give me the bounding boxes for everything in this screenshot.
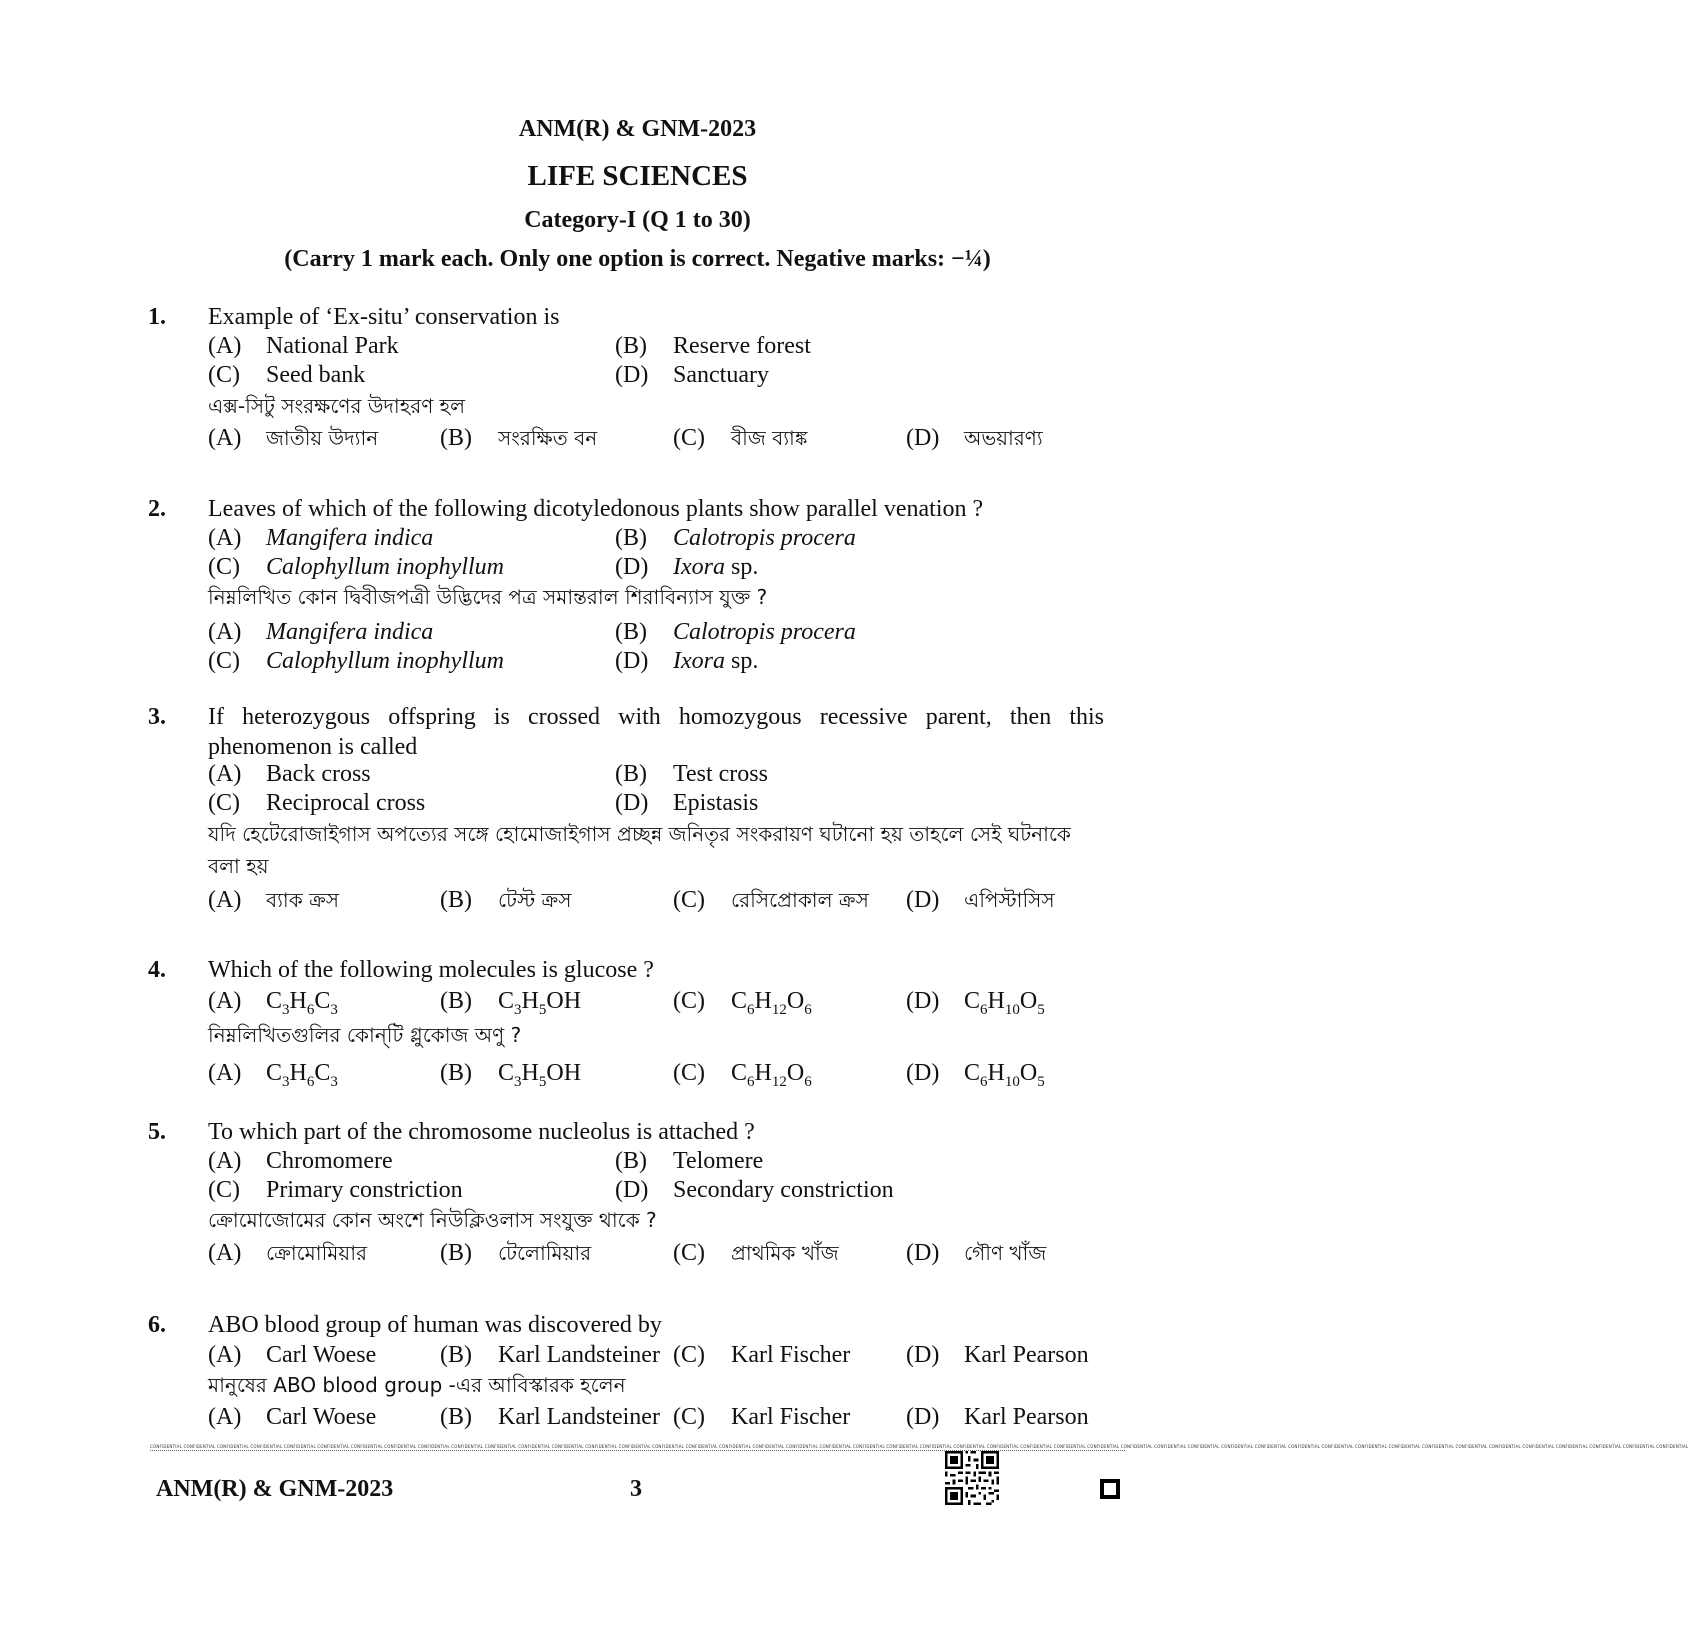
option-label-b: (B) (615, 333, 647, 359)
option-label-d: (D) (906, 1240, 940, 1266)
option-label-c: (C) (208, 1177, 240, 1203)
option-label-d: (D) (615, 554, 649, 580)
option-label-b: (B) (615, 761, 647, 787)
option-label-a: (A) (208, 333, 242, 359)
option-label-d: (D) (906, 425, 940, 451)
option-d-formula-bn: $C_6H_{10}O_5$ (964, 1060, 1045, 1090)
option-b-bn: Karl Landsteiner (498, 1404, 660, 1430)
option-a-bn: Mangifera indica (266, 619, 434, 645)
option-label-d: (D) (615, 362, 649, 388)
option-b: Telomere (673, 1148, 764, 1174)
option-label-a: (A) (208, 1342, 242, 1368)
confidential-strip: CONFIDENTIAL CONFIDENTIAL CONFIDENTIAL CONFIDENTIAL CONFIDENTIAL CONFIDENTIAL CONFIDENTIAL CONFIDENTIAL CONFIDENTIAL CONFIDENTIAL CONFIDENTIAL CONFIDENTIAL CONFIDENTIAL CONFIDENTIAL CONFIDENTIAL CONFIDENTIAL CONFIDENTIAL CONFIDENTIAL CONFIDENTIAL CONFIDENTIAL CONFIDENTIAL CONFIDENTIAL CONFIDENTIAL CONFIDENTIAL CONFIDENTIAL CONFIDENTIAL CONFIDENTIAL CONFIDENTIAL CONFIDENTIAL CONFIDENTIAL CONFIDENTIAL CONFIDENTIAL CONFIDENTIAL CONFIDENTIAL CONFIDENTIAL CONFIDENTIAL CONFIDENTIAL CONFIDENTIAL CONFIDENTIAL CONFIDENTIAL CONFIDENTIAL CONFIDENTIAL CONFIDENTIAL CONFIDENTIAL CONFIDENTIAL CONFIDENTIAL (150, 1444, 1688, 1449)
option-label-c: (C) (673, 988, 705, 1014)
option-label-a: (A) (208, 1148, 242, 1174)
option-d-species: sp. (730, 648, 759, 674)
option-label-a: (A) (208, 988, 242, 1014)
option-label-c: (C) (673, 425, 705, 451)
option-a-formula: $C_3H_6C_3$ (266, 988, 338, 1018)
category-title: Category-I (Q 1 to 30) (524, 207, 751, 233)
option-d: Karl Pearson (964, 1342, 1089, 1368)
question-text-bn: মানুষের ABO blood group -এর আবিস্কারক হলেন (208, 1373, 626, 1397)
question-number: 2. (148, 496, 166, 522)
question-text-en: Leaves of which of the following dicotyledonous plants show parallel venation ? (208, 496, 984, 522)
option-label-b: (B) (615, 525, 647, 551)
option-b-formula: $C_3H_5OH$ (498, 988, 582, 1018)
option-a-formula-bn: $C_3H_6C_3$ (266, 1060, 338, 1090)
option-c: Reciprocal cross (266, 790, 426, 816)
option-a: Chromomere (266, 1148, 393, 1174)
option-label-d: (D) (615, 1177, 649, 1203)
option-a: Back cross (266, 761, 371, 787)
option-label-b: (B) (440, 1342, 472, 1368)
option-d-bn: এপিস্টাসিস (964, 888, 1055, 912)
option-label-b: (B) (440, 1060, 472, 1086)
question-text-bn: নিম্নলিখিত কোন দ্বিবীজপত্রী উদ্ভিদের পত্র সমান্তরাল শিরাবিন্যাস যুক্ত ? (208, 585, 768, 609)
option-label-d: (D) (615, 648, 649, 674)
option-b: Test cross (673, 761, 768, 787)
option-a-bn: ব্যাক ক্রস (266, 888, 340, 912)
option-d-genus: Ixora (673, 648, 725, 674)
option-label-c: (C) (208, 648, 240, 674)
option-c-bn: রেসিপ্রোকাল ক্রস (731, 888, 869, 912)
option-label-a: (A) (208, 619, 242, 645)
qr-code-icon (945, 1451, 999, 1505)
option-b: Karl Landsteiner (498, 1342, 660, 1368)
option-d-bn (673, 646, 758, 676)
option-a-bn: জাতীয় উদ্যান (266, 426, 379, 450)
option-label-d: (D) (906, 1404, 940, 1430)
option-label-b: (B) (615, 1148, 647, 1174)
option-label-b: (B) (440, 1404, 472, 1430)
option-label-c: (C) (673, 887, 705, 913)
option-d-genus: Ixora (673, 554, 725, 580)
option-c: Primary constriction (266, 1177, 463, 1203)
option-d: Secondary constriction (673, 1177, 894, 1203)
footer-exam-title: ANM(R) & GNM-2023 (156, 1476, 394, 1502)
option-c-formula: $C_6H_{12}O_6$ (731, 988, 812, 1018)
option-c-bn: Karl Fischer (731, 1404, 851, 1430)
option-label-b: (B) (615, 619, 647, 645)
option-a-bn: ক্রোমোমিয়ার (266, 1241, 367, 1265)
option-d-formula: $C_6H_{10}O_5$ (964, 988, 1045, 1018)
option-label-c: (C) (673, 1404, 705, 1430)
option-d: Sanctuary (673, 362, 769, 388)
option-d-bn: Karl Pearson (964, 1404, 1089, 1430)
option-b-formula-bn: $C_3H_5OH$ (498, 1060, 582, 1090)
option-label-a: (A) (208, 1404, 242, 1430)
option-d-bn: গৌণ খাঁজ (964, 1241, 1047, 1265)
exam-title: ANM(R) & GNM-2023 (518, 116, 757, 142)
option-c: Seed bank (266, 362, 366, 388)
option-c-bn: প্রাথমিক খাঁজ (731, 1241, 839, 1265)
question-number: 4. (148, 957, 166, 983)
option-b-bn: Calotropis procera (673, 619, 856, 645)
option-label-b: (B) (440, 425, 472, 451)
question-text-bn: এক্স-সিটু সংরক্ষণের উদাহরণ হল (208, 394, 466, 418)
option-label-c: (C) (208, 790, 240, 816)
option-label-d: (D) (906, 1342, 940, 1368)
option-c-formula-bn: $C_6H_{12}O_6$ (731, 1060, 812, 1090)
option-label-a: (A) (208, 525, 242, 551)
option-b-bn: টেস্ট ক্রস (498, 888, 572, 912)
option-d-species: sp. (730, 554, 759, 580)
option-a: Mangifera indica (266, 525, 434, 551)
option-a-bn: Carl Woese (266, 1404, 377, 1430)
option-label-c: (C) (673, 1342, 705, 1368)
option-b-bn: টেলোমিয়ার (498, 1241, 592, 1265)
question-number: 3. (148, 704, 166, 730)
option-label-a: (A) (208, 887, 242, 913)
subject-title: LIFE SCIENCES (527, 160, 748, 192)
option-label-a: (A) (208, 1240, 242, 1266)
option-label-c: (C) (673, 1060, 705, 1086)
option-label-c: (C) (208, 362, 240, 388)
option-d-bn: অভয়ারণ্য (964, 426, 1043, 450)
option-c: Karl Fischer (731, 1342, 851, 1368)
question-text-bn: যদি হেটেরোজাইগাস অপত্যের সঙ্গে হোমোজাইগাস প্রচ্ছন্ন জনিতৃর সংকরায়ণ ঘটানো হয় তাহলে সেই ঘটনাকে বলা হয় (208, 822, 1071, 878)
option-label-d: (D) (906, 988, 940, 1014)
question-text-en: To which part of the chromosome nucleolus is attached ? (208, 1119, 755, 1145)
marking-instructions: (Carry 1 mark each. Only one option is correct. Negative marks: −¼) (284, 246, 991, 272)
option-label-a: (A) (208, 425, 242, 451)
option-d (673, 552, 758, 582)
option-label-b: (B) (440, 887, 472, 913)
question-number: 1. (148, 304, 166, 330)
option-label-a: (A) (208, 761, 242, 787)
question-text-en: If heterozygous offspring is crossed with homozygous recessive parent, then this phenomenon is called (208, 704, 1104, 760)
question-number: 5. (148, 1119, 166, 1145)
option-label-b: (B) (440, 988, 472, 1014)
question-text-en: Example of ‘Ex-situ’ conservation is (208, 304, 560, 330)
option-label-d: (D) (906, 887, 940, 913)
question-number: 6. (148, 1312, 166, 1338)
option-b: Reserve forest (673, 333, 811, 359)
option-label-a: (A) (208, 1060, 242, 1086)
option-label-d: (D) (906, 1060, 940, 1086)
option-c: Calophyllum inophyllum (266, 554, 504, 580)
option-label-b: (B) (440, 1240, 472, 1266)
question-text-bn: ক্রোমোজোমের কোন অংশে নিউক্লিওলাস সংযুক্ত থাকে ? (208, 1208, 657, 1232)
option-c-bn: বীজ ব্যাঙ্ক (731, 426, 808, 450)
option-label-c: (C) (208, 554, 240, 580)
option-label-c: (C) (673, 1240, 705, 1266)
option-a: National Park (266, 333, 399, 359)
page-number: 3 (630, 1476, 642, 1502)
question-text-bn: নিম্নলিখিতগুলির কোন্‌টি গ্লুকোজ অণু ? (208, 1023, 522, 1047)
option-label-d: (D) (615, 790, 649, 816)
question-text-en: ABO blood group of human was discovered by (208, 1312, 662, 1338)
option-b: Calotropis procera (673, 525, 856, 551)
option-c-bn: Calophyllum inophyllum (266, 648, 504, 674)
option-b-bn: সংরক্ষিত বন (498, 426, 598, 450)
option-a: Carl Woese (266, 1342, 377, 1368)
option-d: Epistasis (673, 790, 759, 816)
square-marker-icon (1100, 1479, 1120, 1499)
question-text-en: Which of the following molecules is glucose ? (208, 957, 654, 983)
